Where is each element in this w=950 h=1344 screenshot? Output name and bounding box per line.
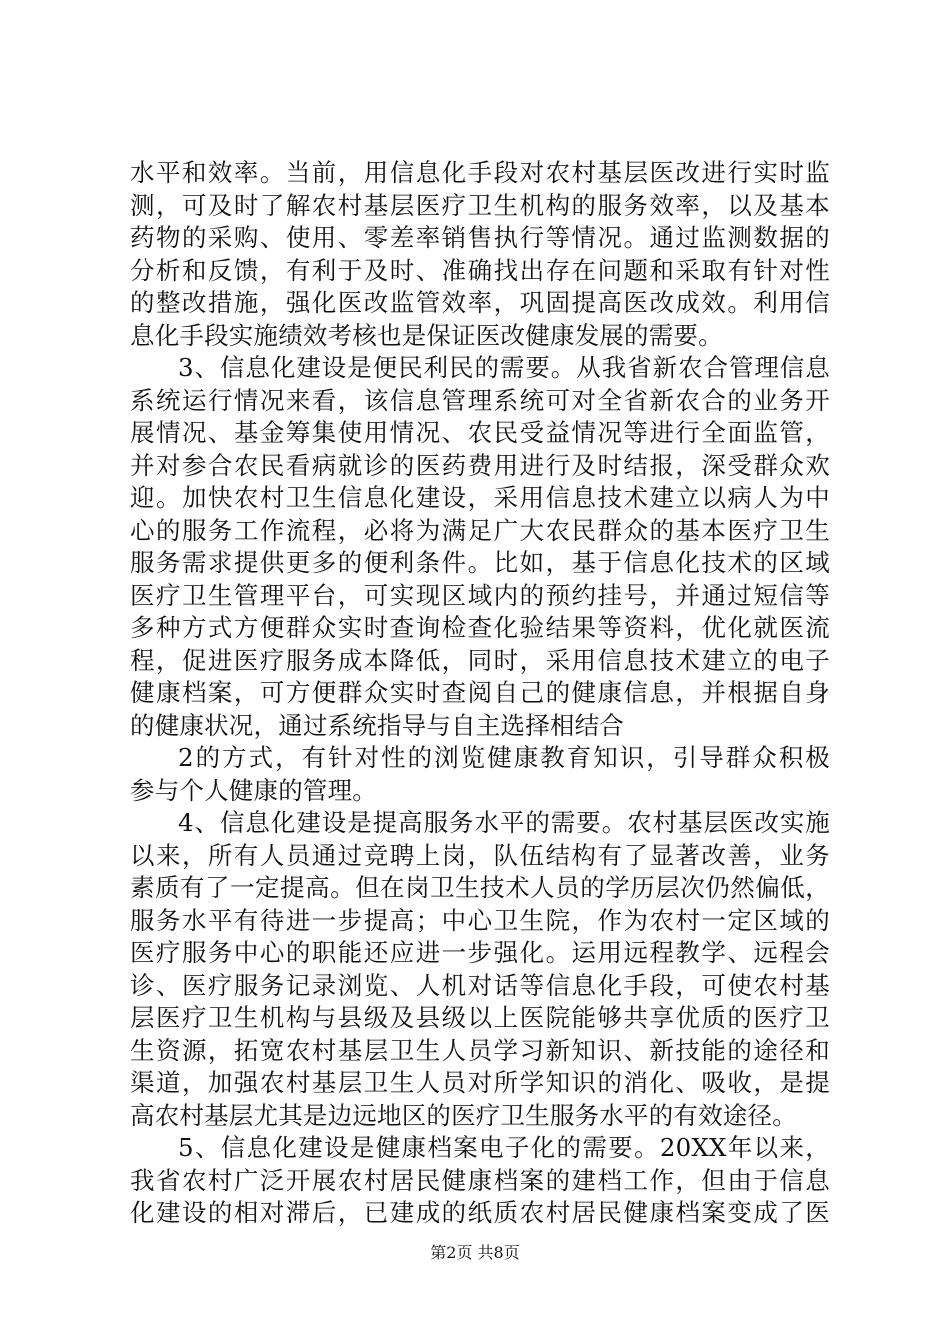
text-line: 生资源，拓宽农村基层卫生人员学习新知识、新技能的途径和: [130, 1035, 830, 1065]
paragraph-4-first-line: 4、信息化建设是提高服务水平的需要。农村基层医改实施: [178, 808, 830, 837]
text-line: 测，可及时了解农村基层医疗卫生机构的服务效率，以及基本: [130, 190, 830, 220]
text-line: 我省农村广泛开展农村居民健康档案的建档工作，但由于信息: [130, 1165, 830, 1195]
text-line: 服务需求提供更多的便利条件。比如，基于信息化技术的区域: [130, 548, 830, 577]
text-line: 以来，所有人员通过竞聘上岗，队伍结构有了显著改善，业务: [130, 840, 830, 870]
body-text: [130, 157, 830, 1230]
text-line: 息化手段实施绩效考核也是保证医改健康发展的需要。: [130, 320, 723, 350]
text-line: 健康档案，可方便群众实时查阅自己的健康信息，并根据自身: [130, 678, 830, 707]
paragraph-continuation-first-line: 2的方式，有针对性的浏览健康教育知识，引导群众积极: [178, 743, 830, 772]
text-line: 药物的采购、使用、零差率销售执行等情况。通过监测数据的: [130, 223, 830, 252]
text-line: 多种方式方便群众实时查询检查化验结果等资料，优化就医流: [130, 613, 830, 642]
text-line: 系统运行情况来看，该信息管理系统可对全省新农合的业务开: [130, 385, 830, 415]
text-line: 参与个人健康的管理。: [130, 775, 377, 805]
page-number-footer: 第2页 共8页: [430, 1243, 520, 1262]
text-line: 的整改措施，强化医改监管效率，巩固提高医改成效。利用信: [130, 288, 830, 317]
text-line: 分析和反馈，有利于及时、准确找出存在问题和采取有针对性: [130, 255, 830, 285]
text-line: 高农村基层尤其是边远地区的医疗卫生服务水平的有效途径。: [130, 1100, 797, 1130]
text-line: 的健康状况，通过系统指导与自主选择相结合: [130, 710, 624, 740]
text-line: 迎。加快农村卫生信息化建设，采用信息技术建立以病人为中: [130, 483, 830, 512]
text-line: 层医疗卫生机构与县级及县级以上医院能够共享优质的医疗卫: [130, 1003, 830, 1032]
text-line: 并对参合农民看病就诊的医药费用进行及时结报，深受群众欢: [130, 450, 830, 480]
text-line: 医疗服务中心的职能还应进一步强化。运用远程教学、远程会: [130, 938, 830, 967]
text-line: 水平和效率。当前，用信息化手段对农村基层医改进行实时监: [130, 158, 830, 187]
paragraph-5-first-line: 5、信息化建设是健康档案电子化的需要。20XX年以来，: [178, 1133, 830, 1162]
text-line: 程，促进医疗服务成本降低，同时，采用信息技术建立的电子: [130, 645, 830, 675]
text-line: 展情况、基金筹集使用情况、农民受益情况等进行全面监管，: [130, 418, 830, 447]
text-line: 素质有了一定提高。但在岗卫生技术人员的学历层次仍然偏低，: [130, 873, 830, 902]
text-line: 医疗卫生管理平台，可实现区域内的预约挂号，并通过短信等: [130, 580, 830, 610]
text-line: 渠道，加强农村基层卫生人员对所学知识的消化、吸收，是提: [130, 1068, 830, 1097]
paragraph-3-first-line: 3、信息化建设是便民利民的需要。从我省新农合管理信息: [178, 353, 830, 382]
text-line: 心的服务工作流程，必将为满足广大农民群众的基本医疗卫生: [130, 515, 830, 545]
text-line: 服务水平有待进一步提高；中心卫生院，作为农村一定区域的: [130, 905, 830, 935]
text-line: 化建设的相对滞后，已建成的纸质农村居民健康档案变成了医: [130, 1198, 830, 1227]
text-line: 诊、医疗服务记录浏览、人机对话等信息化手段，可使农村基: [130, 970, 830, 1000]
